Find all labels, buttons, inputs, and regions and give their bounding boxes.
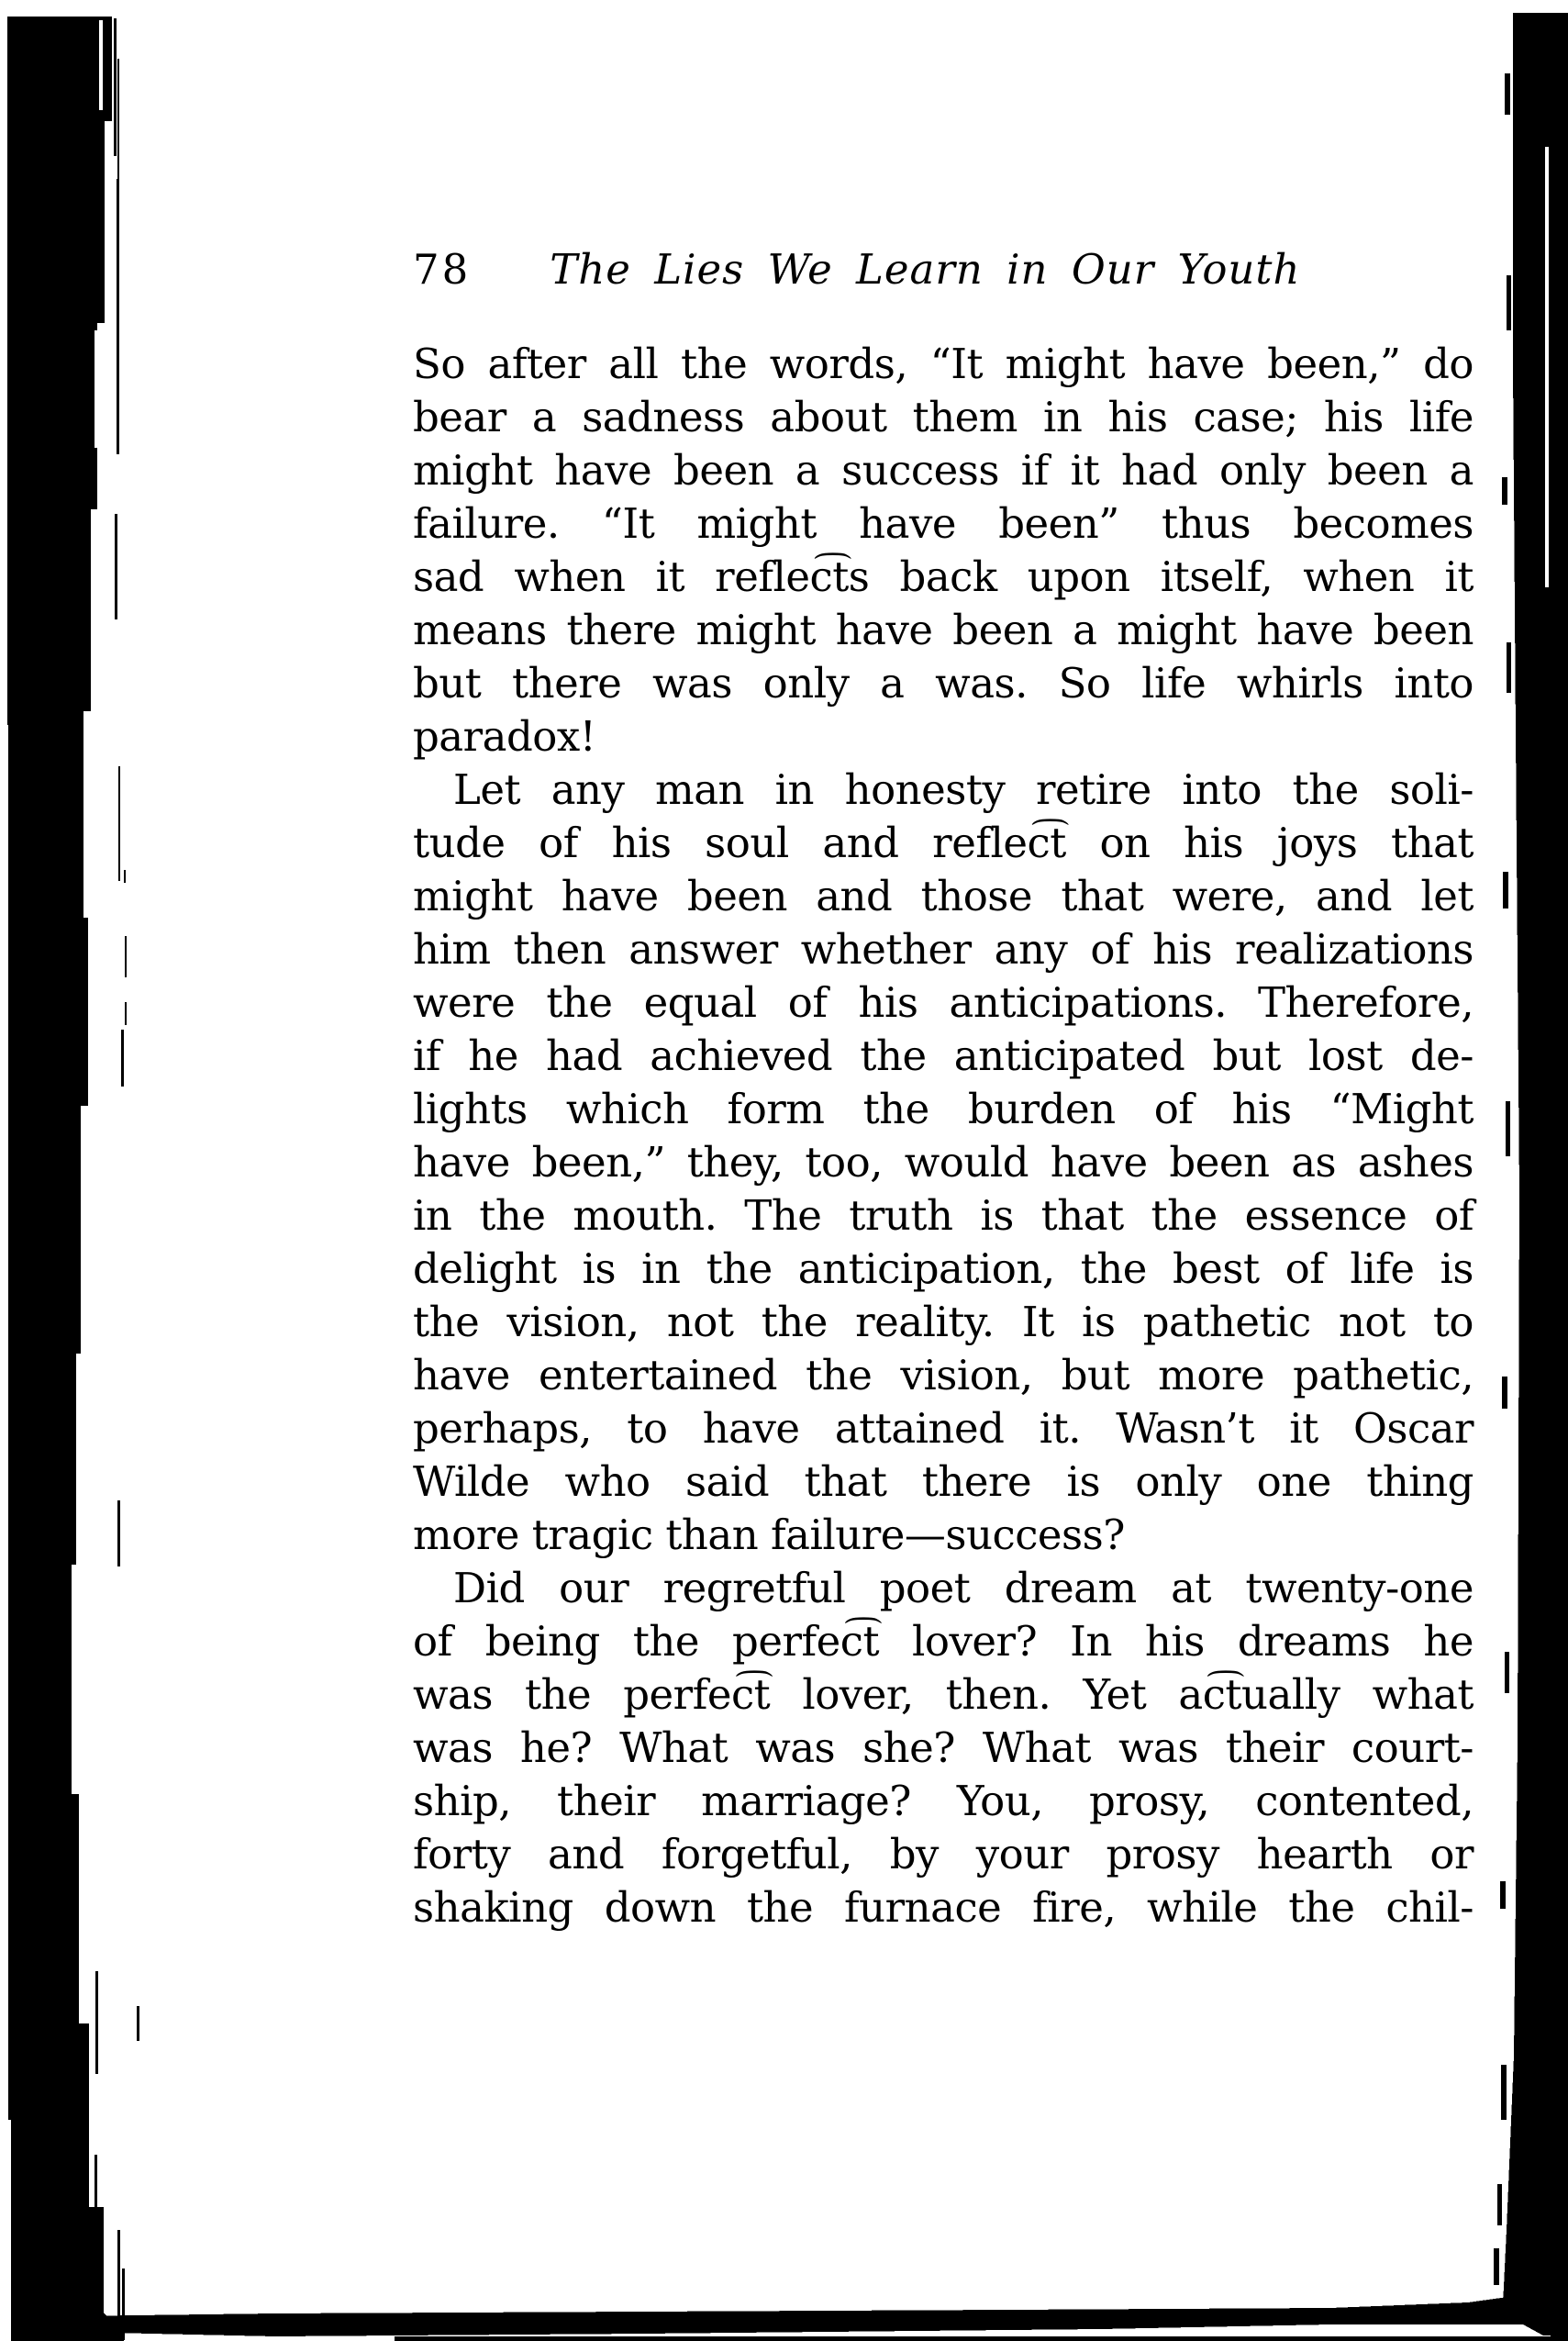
text-line: in the mouth. The truth is that the essence of bbox=[413, 1191, 1473, 1240]
page-content bbox=[413, 242, 1473, 1934]
text-line: shaking down the furnace fire, while the chil- bbox=[413, 1883, 1473, 1932]
text-line: delight is in the anticipation, the best of life is bbox=[413, 1244, 1473, 1293]
page-number: 78 bbox=[413, 245, 472, 294]
text-line: might have been and those that were, and let bbox=[413, 872, 1473, 920]
text-line: So after all the words, “It might have been,” do bbox=[413, 340, 1473, 388]
text-line: paradox! bbox=[413, 712, 596, 761]
text-line: him then answer whether any of his realizations bbox=[413, 925, 1473, 974]
text-line: if he had achieved the anticipated but lost de- bbox=[413, 1031, 1473, 1080]
text-line: was he? What was she? What was their court- bbox=[413, 1723, 1473, 1772]
text-line: tude of his soul and reflec͡t on his joys that bbox=[413, 819, 1473, 867]
text-line: have been,” they, too, would have been as ashes bbox=[413, 1138, 1473, 1187]
text-line: Let any man in honesty retire into the soli- bbox=[453, 765, 1473, 814]
text-line: but there was only a was. So life whirls into bbox=[413, 659, 1473, 708]
text-line: lights which form the burden of his “Might bbox=[413, 1085, 1473, 1133]
page-header bbox=[413, 242, 1473, 297]
text-line: were the equal of his anticipations. Therefore, bbox=[413, 978, 1473, 1027]
text-line: was the perfec͡t lover, then. Yet ac͡tually what bbox=[413, 1670, 1473, 1719]
text-line: have entertained the vision, but more pathetic, bbox=[413, 1351, 1473, 1399]
right-band-fringe bbox=[1494, 73, 1511, 2285]
right-edge-shadow bbox=[1503, 13, 1568, 2341]
text-line: forty and forgetful, by your prosy hearth or bbox=[413, 1830, 1473, 1878]
text-line: sad when it reflec͡ts back upon itself, when it bbox=[413, 552, 1473, 601]
bottom-edge-shadow bbox=[69, 2294, 1543, 2336]
text-line: means there might have been a might have been bbox=[413, 606, 1473, 654]
left-gutter-shadow bbox=[7, 17, 124, 2341]
text-line: the vision, not the reality. It is pathetic not to bbox=[413, 1298, 1473, 1346]
running-title: The Lies We Learn in Our Youth bbox=[550, 245, 1301, 294]
page-body bbox=[413, 338, 1473, 1934]
text-line: might have been a success if it had only been a bbox=[413, 446, 1473, 495]
text-line: bear a sadness about them in his case; his life bbox=[413, 393, 1473, 441]
text-line: failure. “It might have been” thus becomes bbox=[413, 499, 1473, 548]
text-line: ship, their marriage? You, prosy, contented, bbox=[413, 1777, 1473, 1825]
text-line: more tragic than failure—success? bbox=[413, 1511, 1125, 1559]
text-line: perhaps, to have attained it. Wasn’t it Oscar bbox=[413, 1404, 1473, 1453]
text-line: of being the perfec͡t lover? In his dreams he bbox=[413, 1617, 1473, 1666]
text-line: Did our regretful poet dream at twenty-one bbox=[453, 1564, 1473, 1612]
left-band-fringe bbox=[81, 18, 139, 2340]
text-line: Wilde who said that there is only one thing bbox=[413, 1457, 1473, 1506]
